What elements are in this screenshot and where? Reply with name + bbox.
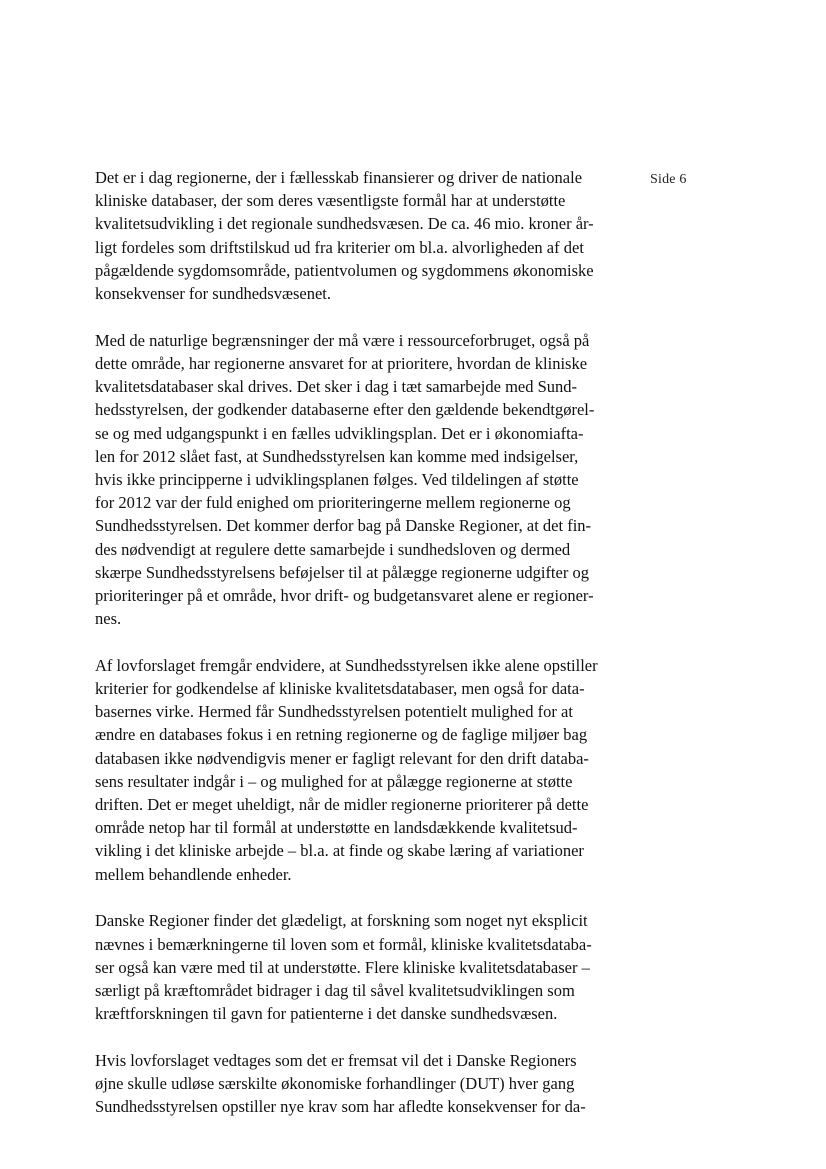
text-line: se og med udgangspunkt i en fælles udviklingsplan. Det er i økonomiafta-	[95, 423, 584, 443]
document-body	[95, 166, 615, 1142]
text-line: mellem behandlende enheder.	[95, 864, 292, 884]
text-line: Det er i dag regionerne, der i fællesskab finansierer og driver de nationale	[95, 168, 583, 187]
text-line: kvalitetsdatabaser skal drives. Det sker i dag i tæt samarbejde med Sund-	[95, 377, 578, 397]
text-line: Danske Regioner finder det glædeligt, at forskning som noget nyt eksplicit	[95, 911, 588, 931]
text-line: Af lovforslaget fremgår endvidere, at Sundhedsstyrelsen ikke alene opstiller	[95, 655, 598, 675]
text-line: prioriteringer på et område, hvor drift- og budgetansvaret alene er regioner-	[95, 585, 594, 605]
text-line: ændre en databases fokus i en retning regionerne og de faglige miljøer bag	[95, 725, 588, 745]
text-line: nes.	[95, 609, 122, 629]
paragraph-4	[95, 909, 615, 1025]
text-line: kliniske databaser, der som deres væsentligste formål har at understøtte	[95, 191, 566, 211]
text-line: dette område, har regionerne ansvaret for at prioritere, hvordan de kliniske	[95, 353, 588, 373]
page-number: Side 6	[650, 172, 687, 187]
paragraph-2	[95, 329, 615, 631]
text-line: vikling i det kliniske arbejde – bl.a. at finde og skabe læring af variationer	[95, 841, 584, 861]
text-line: ser også kan være med til at understøtte. Flere kliniske kvalitetsdatabaser –	[95, 957, 590, 977]
text-line: Sundhedsstyrelsen. Det kommer derfor bag på Danske Regioner, at det fin-	[95, 516, 592, 536]
text-line: basernes virke. Hermed får Sundhedsstyrelsen potentielt mulighed for at	[95, 702, 573, 722]
text-line: område netop har til formål at understøtte en landsdækkende kvalitetsud-	[95, 818, 578, 838]
text-line: skærpe Sundhedsstyrelsens beføjelser til at pålægge regionerne udgifter og	[95, 562, 589, 582]
text-line: hedsstyrelsen, der godkender databaserne efter den gældende bekendtgørel-	[95, 400, 595, 420]
text-line: kvalitetsudvikling i det regionale sundhedsvæsen. De ca. 46 mio. kroner år-	[95, 214, 594, 234]
paragraph-5	[95, 1049, 615, 1119]
text-line: øjne skulle udløse særskilte økonomiske forhandlinger (DUT) hver gang	[95, 1074, 575, 1094]
text-line: ligt fordeles som driftstilskud ud fra kriterier om bl.a. alvorligheden af det	[95, 237, 584, 257]
text-line: len for 2012 slået fast, at Sundhedsstyrelsen kan komme med indsigelser,	[95, 446, 579, 466]
text-line: pågældende sygdomsområde, patientvolumen og sygdommens økonomiske	[95, 260, 594, 280]
text-line: driften. Det er meget uheldigt, når de midler regionerne prioriterer på dette	[95, 795, 589, 815]
text-line: kræftforskningen til gavn for patienterne i det danske sundhedsvæsen.	[95, 1004, 558, 1024]
text-line: Hvis lovforslaget vedtages som det er fremsat vil det i Danske Regioners	[95, 1050, 577, 1070]
text-line: hvis ikke principperne i udviklingsplanen følges. Ved tildelingen af støtte	[95, 469, 579, 489]
text-line: konsekvenser for sundhedsvæsenet.	[95, 284, 331, 304]
text-line: særligt på kræftområdet bidrager i dag til såvel kvalitetsudviklingen som	[95, 981, 575, 1000]
text-line: Med de naturlige begrænsninger der må være i ressourceforbruget, også på	[95, 330, 590, 350]
text-line: des nødvendigt at regulere dette samarbejde i sundhedsloven og dermed	[95, 539, 571, 559]
paragraph-1	[95, 166, 615, 305]
text-line: databasen ikke nødvendigvis mener er fagligt relevant for den drift databa-	[95, 748, 589, 768]
paragraph-3	[95, 654, 615, 886]
text-line: sens resultater indgår i – og mulighed for at pålægge regionerne at støtte	[95, 771, 573, 791]
text-line: for 2012 var der fuld enighed om prioriteringerne mellem regionerne og	[95, 493, 571, 513]
text-line: nævnes i bemærkningerne til loven som et formål, kliniske kvalitetsdataba-	[95, 934, 592, 954]
text-line: Sundhedsstyrelsen opstiller nye krav som har afledte konsekvenser for da-	[95, 1097, 586, 1117]
text-line: kriterier for godkendelse af kliniske kvalitetsdatabaser, men også for data-	[95, 679, 585, 699]
